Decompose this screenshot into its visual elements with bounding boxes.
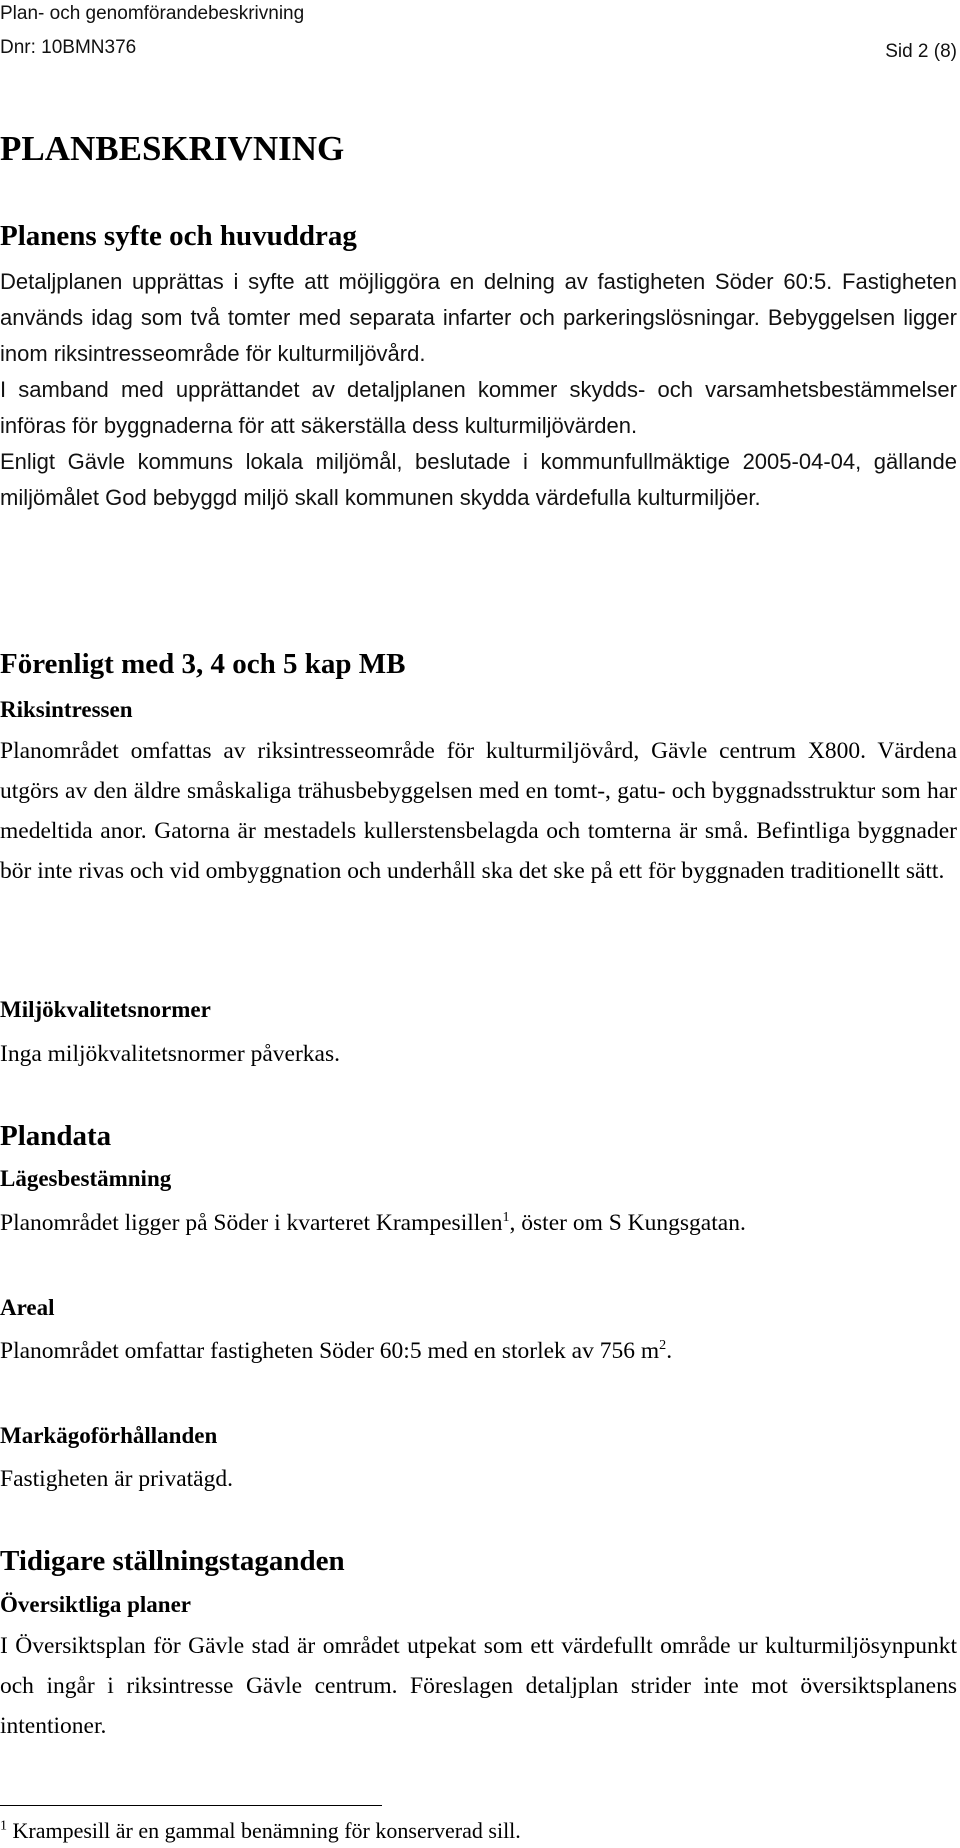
page-title: PLANBESKRIVNING	[0, 129, 345, 168]
lagesbestamning-paragraph	[0, 1208, 957, 1238]
diary-number: Dnr: 10BMN376	[0, 37, 137, 58]
areal-text-before: Planområdet omfattar fastigheten Söder 60:5 med en storlek av 756 m	[0, 1338, 660, 1364]
footnote-text: Krampesill är en gammal benämning för konserverad sill.	[12, 1818, 521, 1843]
section-heading-syfte: Planens syfte och huvuddrag	[0, 220, 357, 252]
subheading-areal: Areal	[0, 1295, 55, 1320]
footnote-reference[interactable]: 1	[502, 1209, 510, 1226]
page-number: Sid 2 (8)	[885, 41, 957, 62]
miljokvalitetsnormer-paragraph: Inga miljökvalitetsnormer påverkas.	[0, 1041, 340, 1067]
riksintressen-paragraph: Planområdet omfattas av riksintresseområde för kulturmiljövård, Gävle centrum X800. Värdena utgörs av den äldre småskaliga trähusbebyggelsen med en tomt-, gatu- och byggnadsstruktur som har medeltida anor. Gatorna är mestadels kullerstensbelagda och tomterna är små. Befintliga byggnader bör inte rivas och vid ombyggnation och underhåll ska det ske på ett för byggnaden traditionellt sätt.	[0, 738, 957, 884]
subheading-riksintressen: Riksintressen	[0, 697, 133, 722]
square-superscript: 2	[659, 1337, 667, 1354]
lage-text-before: Planområdet ligger på Söder i kvarteret Krampesillen	[0, 1210, 503, 1236]
lage-text-after: , öster om S Kungsgatan.	[509, 1210, 746, 1236]
footnote	[0, 1818, 521, 1844]
footnote-divider	[0, 1805, 382, 1806]
subheading-lagesbestamning: Lägesbestämning	[0, 1166, 172, 1191]
section-heading-tidigare: Tidigare ställningstaganden	[0, 1545, 345, 1577]
footnote-number: 1	[0, 1818, 7, 1834]
oversiktliga-planer-paragraph: I Översiktsplan för Gävle stad är området utpekat som ett värdefullt område ur kulturmiljösynpunkt och ingår i riksintresse Gävle centrum. Föreslagen detaljplan strider inte mot översiktsplanens intentioner.	[0, 1633, 957, 1739]
section-heading-forenligt: Förenligt med 3, 4 och 5 kap MB	[0, 648, 406, 680]
markagoforhallanden-paragraph: Fastigheten är privatägd.	[0, 1466, 233, 1492]
syfte-paragraph-2: I samband med upprättandet av detaljplanen kommer skydds- och varsamhetsbestämmelser införas för byggnaderna för att säkerställa dess kulturmiljövärden.	[0, 377, 957, 438]
document-type-header: Plan- och genomförandebeskrivning	[0, 3, 305, 24]
section-heading-plandata: Plandata	[0, 1120, 112, 1152]
areal-text-after: .	[666, 1338, 673, 1364]
areal-paragraph	[0, 1336, 957, 1366]
syfte-paragraph-1: Detaljplanen upprättas i syfte att möjliggöra en delning av fastigheten Söder 60:5. Fastigheten används idag som två tomter med separata infarter och parkeringslösningar. Bebyggelsen ligger inom riksintresseområde för kulturmiljövård.	[0, 269, 957, 366]
syfte-paragraph-3: Enligt Gävle kommuns lokala miljömål, beslutade i kommunfullmäktige 2005-04-04, gällande miljömålet God bebyggd miljö skall kommunen skydda värdefulla kulturmiljöer.	[0, 449, 957, 510]
subheading-oversiktliga-planer: Översiktliga planer	[0, 1592, 192, 1617]
subheading-miljokvalitetsnormer: Miljökvalitetsnormer	[0, 997, 211, 1022]
subheading-markagoforhallanden: Markägoförhållanden	[0, 1423, 218, 1448]
